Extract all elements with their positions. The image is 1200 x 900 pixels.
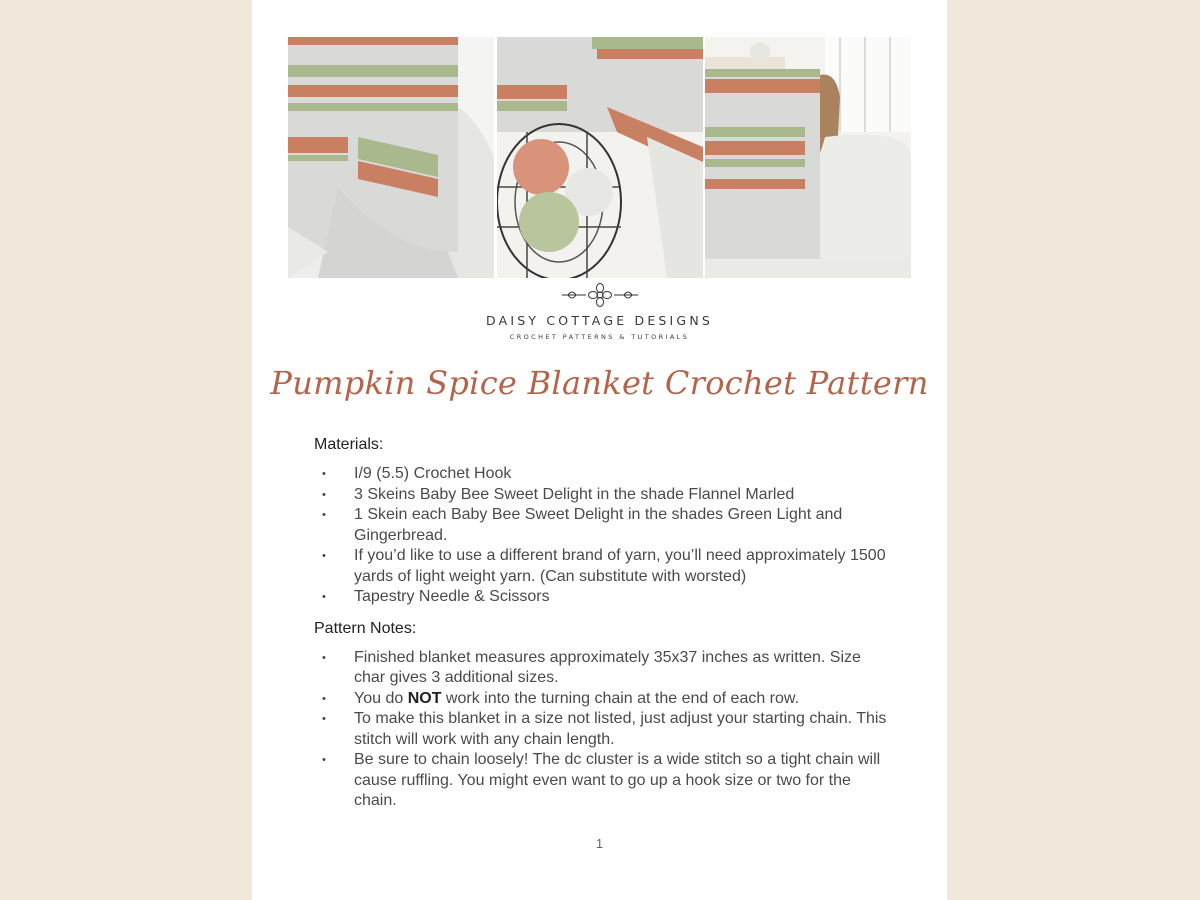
brand-tagline: CROCHET PATTERNS & TUTORIALS	[509, 333, 690, 341]
bullet-icon: •	[322, 468, 326, 480]
daisy-icon	[560, 283, 640, 307]
bullet-icon: •	[322, 488, 326, 501]
materials-list	[314, 464, 894, 608]
page-title: Pumpkin Spice Blanket Crochet Pattern	[270, 364, 929, 402]
list-item: • 1 Skein each Baby Bee Sweet Delight in the shades Green Light and Gingerbread.	[322, 506, 843, 544]
bullet-icon: •	[322, 754, 326, 766]
photo-folded-blanket	[705, 37, 911, 278]
bullet-icon: •	[322, 713, 326, 725]
pattern-notes-list	[314, 648, 894, 812]
list-item: • Finished blanket measures approximately 35x37 inches as written. Size char gives 3 additional sizes.	[322, 648, 861, 686]
list-item: • To make this blanket in a size not listed, just adjust your starting chain. This stitch will work with any chain length.	[322, 710, 887, 748]
photo-blanket-armchair	[288, 37, 494, 278]
emphasis-not: NOT	[407, 689, 442, 707]
photo-strip	[288, 37, 911, 278]
bullet-icon: •	[322, 651, 326, 664]
bullet-icon: •	[322, 591, 326, 603]
page-number: 1	[595, 836, 604, 851]
document-page	[252, 0, 947, 900]
photo-yarn-basket	[497, 37, 703, 278]
bullet-icon: •	[322, 509, 326, 521]
brand-logo	[252, 283, 947, 341]
list-item: • Be sure to chain loosely! The dc cluster is a wide stitch so a tight chain will cause ruffling. You might even want to go up a hook size or two for the chain.	[322, 751, 881, 809]
list-item: • If you’d like to use a different brand of yarn, you’ll need approximately 1500 yards of light weight yarn. (Can substitute with worsted)	[322, 547, 886, 585]
bullet-icon: •	[322, 692, 326, 705]
list-item: • 3 Skeins Baby Bee Sweet Delight in the shade Flannel Marled	[314, 485, 894, 506]
list-item: • Tapestry Needle & Scissors	[314, 587, 894, 608]
bullet-icon: •	[322, 550, 326, 562]
list-item: • You do NOT work into the turning chain at the end of each row.	[314, 689, 894, 710]
pattern-notes-heading: Pattern Notes:	[314, 619, 417, 637]
list-item: • I/9 (5.5) Crochet Hook	[314, 464, 894, 485]
materials-heading: Materials:	[314, 436, 384, 453]
brand-name: DAISY COTTAGE DESIGNS	[485, 313, 714, 328]
pattern-content	[314, 436, 894, 812]
